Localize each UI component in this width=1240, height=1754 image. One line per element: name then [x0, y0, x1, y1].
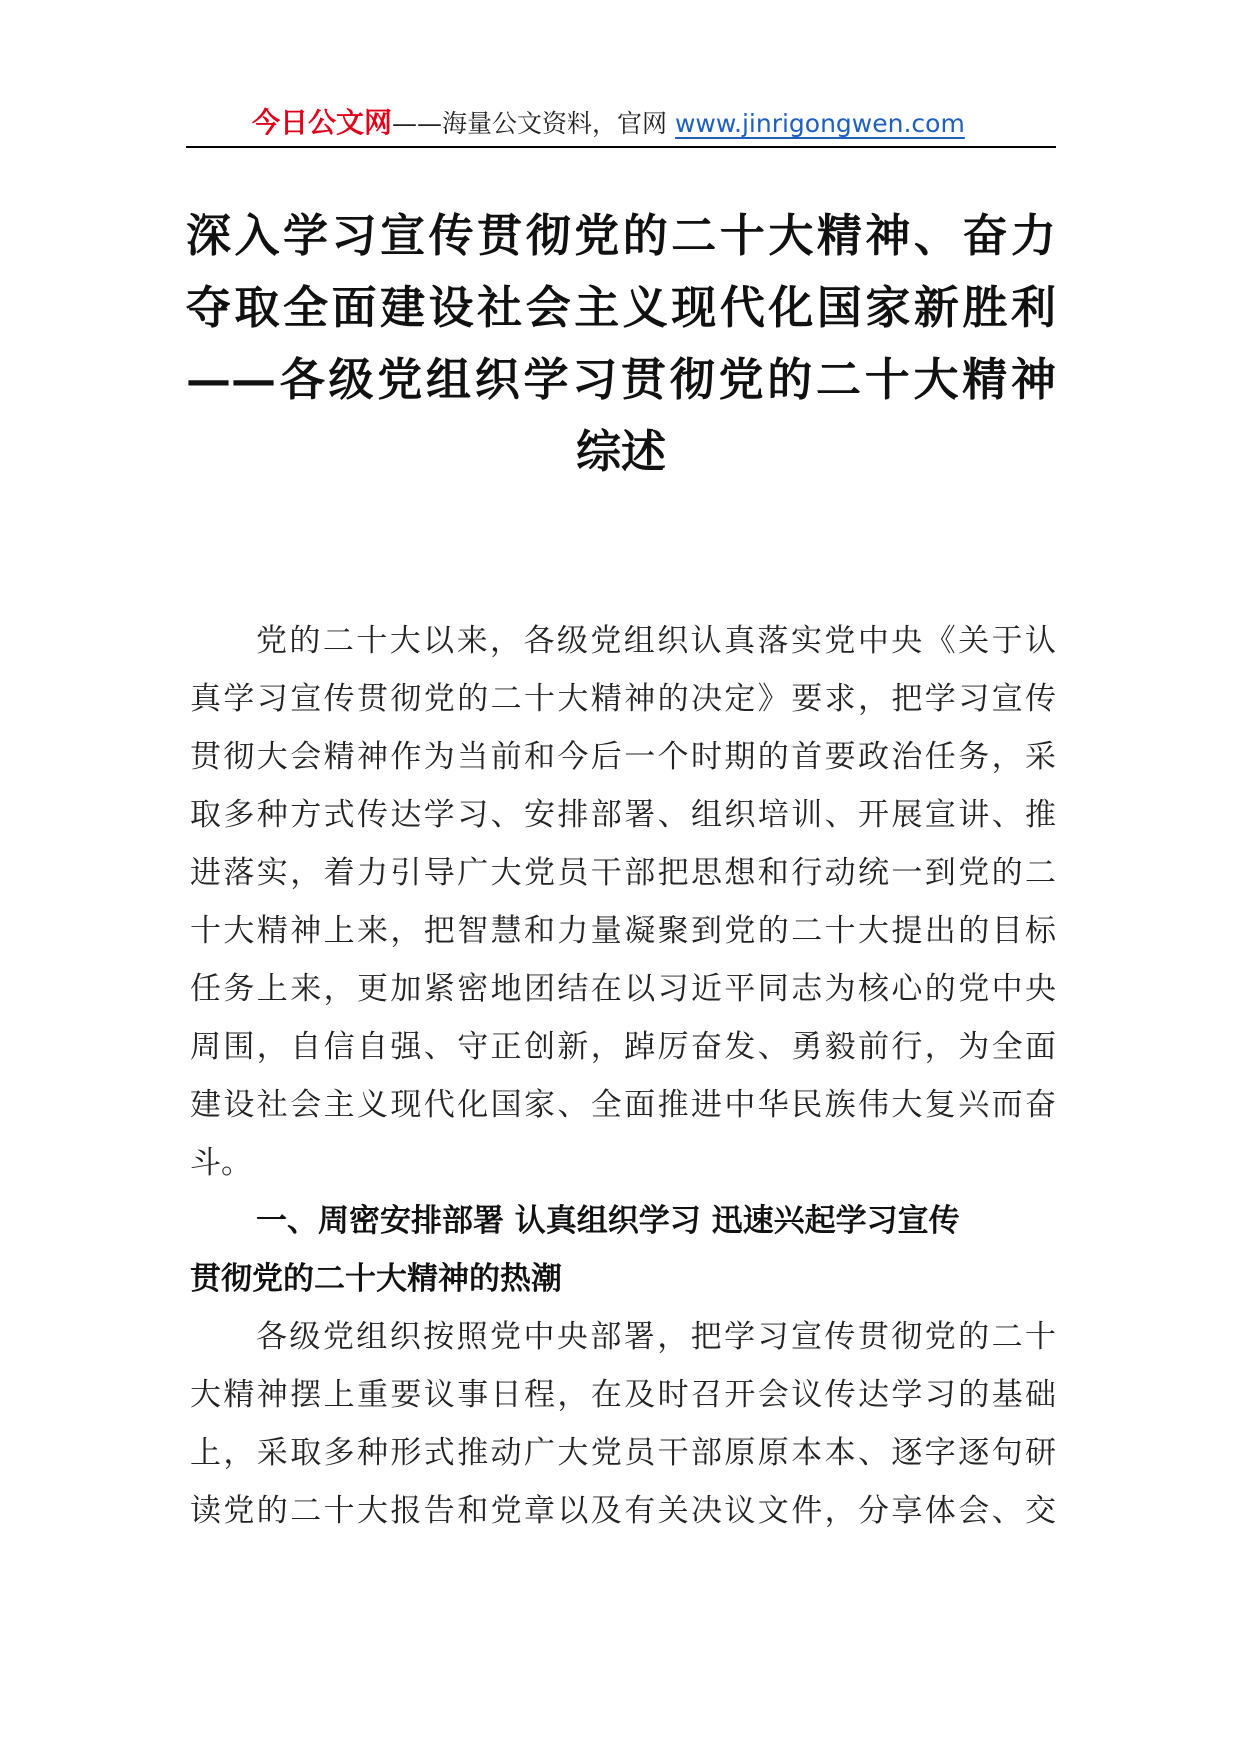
text-line: 周围，自信自强、守正创新，踔厉奋发、勇毅前行，为全面: [190, 1029, 1056, 1065]
text-line: 十大精神上来，把智慧和力量凝聚到党的二十大提出的目标: [190, 913, 1056, 949]
section-heading: [190, 1192, 1056, 1308]
text-line: 任务上来，更加紧密地团结在以习近平同志为核心的党中央: [190, 971, 1056, 1007]
text-line: 大精神摆上重要议事日程，在及时召开会议传达学习的基础: [190, 1377, 1056, 1413]
title-line: 夺取全面建设社会主义现代化国家新胜利: [186, 281, 1056, 334]
header-text: [252, 106, 965, 141]
document-title: [186, 200, 1056, 488]
text-line: 建设社会主义现代化国家、全面推进中华民族伟大复兴而奋: [190, 1087, 1056, 1123]
paragraph-section1: [190, 1308, 1056, 1540]
title-line: 综述: [575, 425, 666, 478]
text-line: 进落实，着力引导广大党员干部把思想和行动统一到党的二: [190, 855, 1056, 891]
document-body: [190, 612, 1056, 1540]
text-line: 党的二十大以来，各级党组织认真落实党中央《关于认: [256, 623, 1056, 659]
text-line: 读党的二十大报告和党章以及有关决议文件，分享体会、交: [190, 1493, 1056, 1529]
paragraph-intro: [190, 612, 1056, 1192]
text-line: 真学习宣传贯彻党的二十大精神的决定》要求，把学习宣传: [190, 681, 1056, 717]
site-url-link[interactable]: www.jinrigongwen.com: [674, 109, 965, 138]
site-tagline: ——海量公文资料，官网: [392, 109, 675, 138]
text-line: 贯彻大会精神作为当前和今后一个时期的首要政治任务，采: [190, 739, 1056, 775]
site-brand: 今日公文网: [252, 106, 393, 139]
page-header: [186, 100, 1056, 148]
title-line: ——各级党组织学习贯彻党的二十大精神: [186, 353, 1056, 406]
text-line: 取多种方式传达学习、安排部署、组织培训、开展宣讲、推: [190, 797, 1056, 833]
heading-line: 一、周密安排部署 认真组织学习 迅速兴起学习宣传: [256, 1203, 960, 1239]
title-line: 深入学习宣传贯彻党的二十大精神、奋力: [186, 209, 1056, 262]
text-line: 上，采取多种形式推动广大党员干部原原本本、逐字逐句研: [190, 1435, 1056, 1471]
heading-line: 贯彻党的二十大精神的热潮: [190, 1261, 562, 1297]
text-line: 斗。: [190, 1145, 252, 1181]
text-line: 各级党组织按照党中央部署，把学习宣传贯彻党的二十: [256, 1319, 1056, 1355]
